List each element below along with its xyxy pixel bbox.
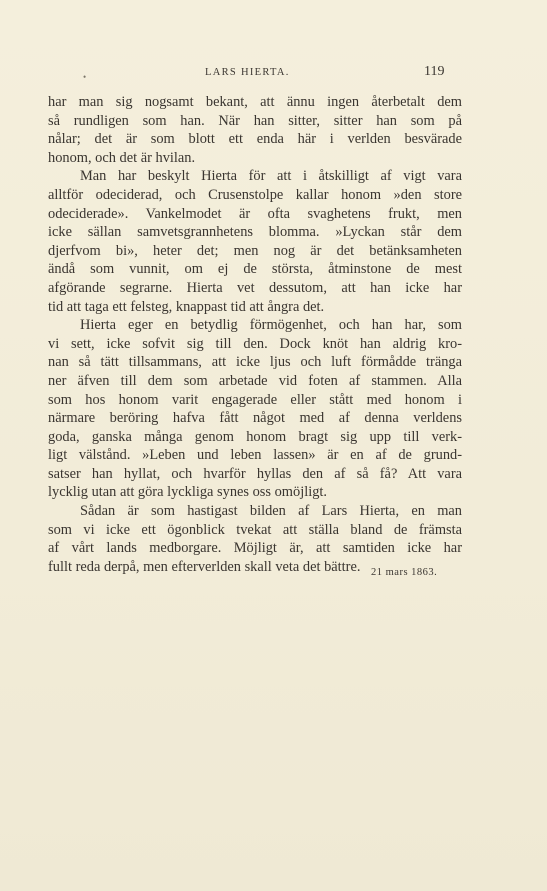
text-line: afgörande segrarne. Hierta vet dessutom, att han icke har [48,279,462,296]
page-number: 119 [424,64,445,79]
text-line: som vi icke ett ögonblick tvekat att ställa bland de främsta [48,521,462,538]
text-line: som hos honom varit engagerade eller stått med honom i [48,391,462,408]
text-line: odeciderade». Vankelmodet är ofta svaghetens frukt, men [48,205,462,222]
text-line: tid att taga ett felsteg, knappast tid att ångra det. [48,298,325,315]
text-line: goda, ganska många genom honom bragt sig upp till verk- [48,428,462,445]
text-line: honom, och det är hvilan. [48,149,196,166]
text-line: ändå som vunnit, om ej de största, åtminstone de mest [48,261,462,278]
text-line: nan så tätt tillsammans, att icke ljus och luft förmådde tränga [48,354,462,371]
page-mark: • [83,72,87,82]
body-text [48,93,462,576]
text-line: satser han hyllat, och hvarför hyllas den af så få? Att vara [48,465,462,482]
text-line: icke sällan samvetsgrannhetens blomma. »Lyckan står dem [48,224,462,241]
text-line: Sådan är som hastigast bilden af Lars Hierta, en man [80,503,462,520]
text-line: fullt reda derpå, men efterverlden skall veta det bättre. [48,558,361,575]
text-line: alltför odeciderad, och Crusenstolpe kallar honom »den store [48,186,462,203]
dateline: 21 mars 1863. [371,567,438,578]
text-line: nålar; det är som blott ett enda här i verlden besvärade [48,131,462,148]
text-line: ligt välstånd. »Leben und leben lassen» är en af de grund- [48,447,462,464]
text-line: så rundligen som han. När han sitter, sitter han som på [48,112,462,129]
text-line: närmare beröring hafva fått något med af denna verldens [48,410,462,427]
text-line: ner äfven till dem som arbetade vid foten af stammen. Alla [48,372,462,389]
text-line: djerfvom bi», heter det; men nog är det betänksamheten [48,242,462,259]
text-line: Man har beskylt Hierta för att i åtskilligt af vigt vara [80,168,462,185]
text-line: Hierta eger en betydlig förmögenhet, och han har, som [80,317,462,334]
text-line: vi sett, icke sofvit sig till den. Dock knöt han aldrig kro- [48,335,462,352]
running-head: LARS HIERTA. [205,67,290,78]
text-line: af vårt lands medborgare. Möjligt är, att samtiden icke har [48,540,462,557]
text-line: lycklig utan att göra lyckliga synes oss omöjligt. [48,484,327,501]
text-line: har man sig nogsamt bekant, att ännu ingen återbetalt dem [48,94,462,110]
